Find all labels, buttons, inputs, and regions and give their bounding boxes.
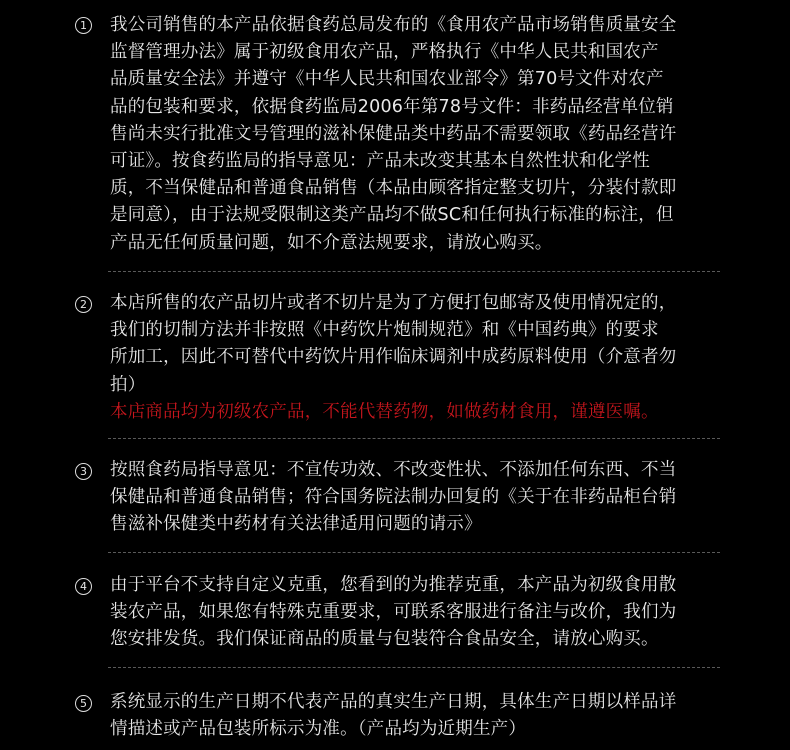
notice-line: 我们的切制方法并非按照《中药饮片炮制规范》和《中国药典》的要求 [110, 320, 659, 341]
notice-line: 保健品和普通食品销售；符合国务院法制办回复的《关于在非药品柜台销 [110, 487, 677, 508]
number-badge-1: 1 [75, 17, 92, 34]
divider [108, 552, 720, 553]
notice-text-5 [110, 689, 722, 743]
notice-text-3 [110, 457, 722, 539]
notice-text-4 [110, 572, 722, 654]
notice-line: 品质量安全法》并遵守《中华人民共和国农业部令》第70号文件对农产 [110, 69, 664, 90]
notice-line: 我公司销售的本产品依据食药总局发布的《食用农产品市场销售质量安全 [110, 15, 677, 35]
number-badge-4: 4 [75, 578, 92, 595]
notice-line: 是同意），由于法规受限制这类产品均不做SC和任何执行标准的标注，但 [110, 205, 674, 226]
notice-line: 品的包装和要求，依据食药监局2006年第78号文件：非药品经营单位销 [110, 96, 674, 117]
notice-line: 系统显示的生产日期不代表产品的真实生产日期，具体生产日期以样品详 [110, 692, 677, 712]
notice-text-1 [110, 12, 722, 257]
notice-line: 监督管理办法》属于初级食用农产品，严格执行《中华人民共和国农产 [110, 42, 659, 63]
notice-line: 售滋补保健类中药材有关法律适用问题的请示》 [110, 514, 482, 535]
notice-line: 装农产品，如果您有特殊克重要求，可联系客服进行备注与改价，我们为 [110, 602, 677, 623]
notice-line: 本店所售的农产品切片或者不切片是为了方便打包邮寄及使用情况定的， [110, 293, 677, 313]
notice-line: 由于平台不支持自定义克重，您看到的为推荐克重，本产品为初级食用散 [110, 575, 677, 595]
notice-line: 所加工，因此不可替代中药饮片用作临床调剂中成药原料使用（介意者勿 [110, 347, 677, 368]
notice-line: 按照食药局指导意见：不宣传功效、不改变性状、不添加任何东西、不当 [110, 460, 677, 480]
number-badge-3: 3 [75, 463, 92, 480]
notice-line: 您安排发货。我们保证商品的质量与包装符合食品安全，请放心购买。 [110, 629, 659, 650]
notice-text-2 [110, 290, 722, 426]
warning-text: 本店商品均为初级农产品，不能代替药物，如做药材食用，谨遵医嘱。 [110, 401, 659, 422]
notice-line: 拍） [110, 374, 146, 395]
notice-line: 可证》。按食药监局的指导意见：产品未改变其基本自然性状和化学性 [110, 151, 650, 172]
divider [108, 438, 720, 439]
notice-line: 情描述或产品包装所标示为准。（产品均为近期生产） [110, 719, 527, 740]
notice-line: 产品无任何质量问题，如不介意法规要求，请放心购买。 [110, 232, 553, 253]
divider [108, 271, 720, 272]
notice-line: 售尚未实行批准文号管理的滋补保健品类中药品不需要领取《药品经营许 [110, 123, 677, 144]
divider [108, 667, 720, 668]
number-badge-2: 2 [75, 296, 92, 313]
number-badge-5: 5 [75, 695, 92, 712]
notice-line: 质，不当保健品和普通食品销售（本品由顾客指定整支切片，分装付款即 [110, 178, 677, 199]
